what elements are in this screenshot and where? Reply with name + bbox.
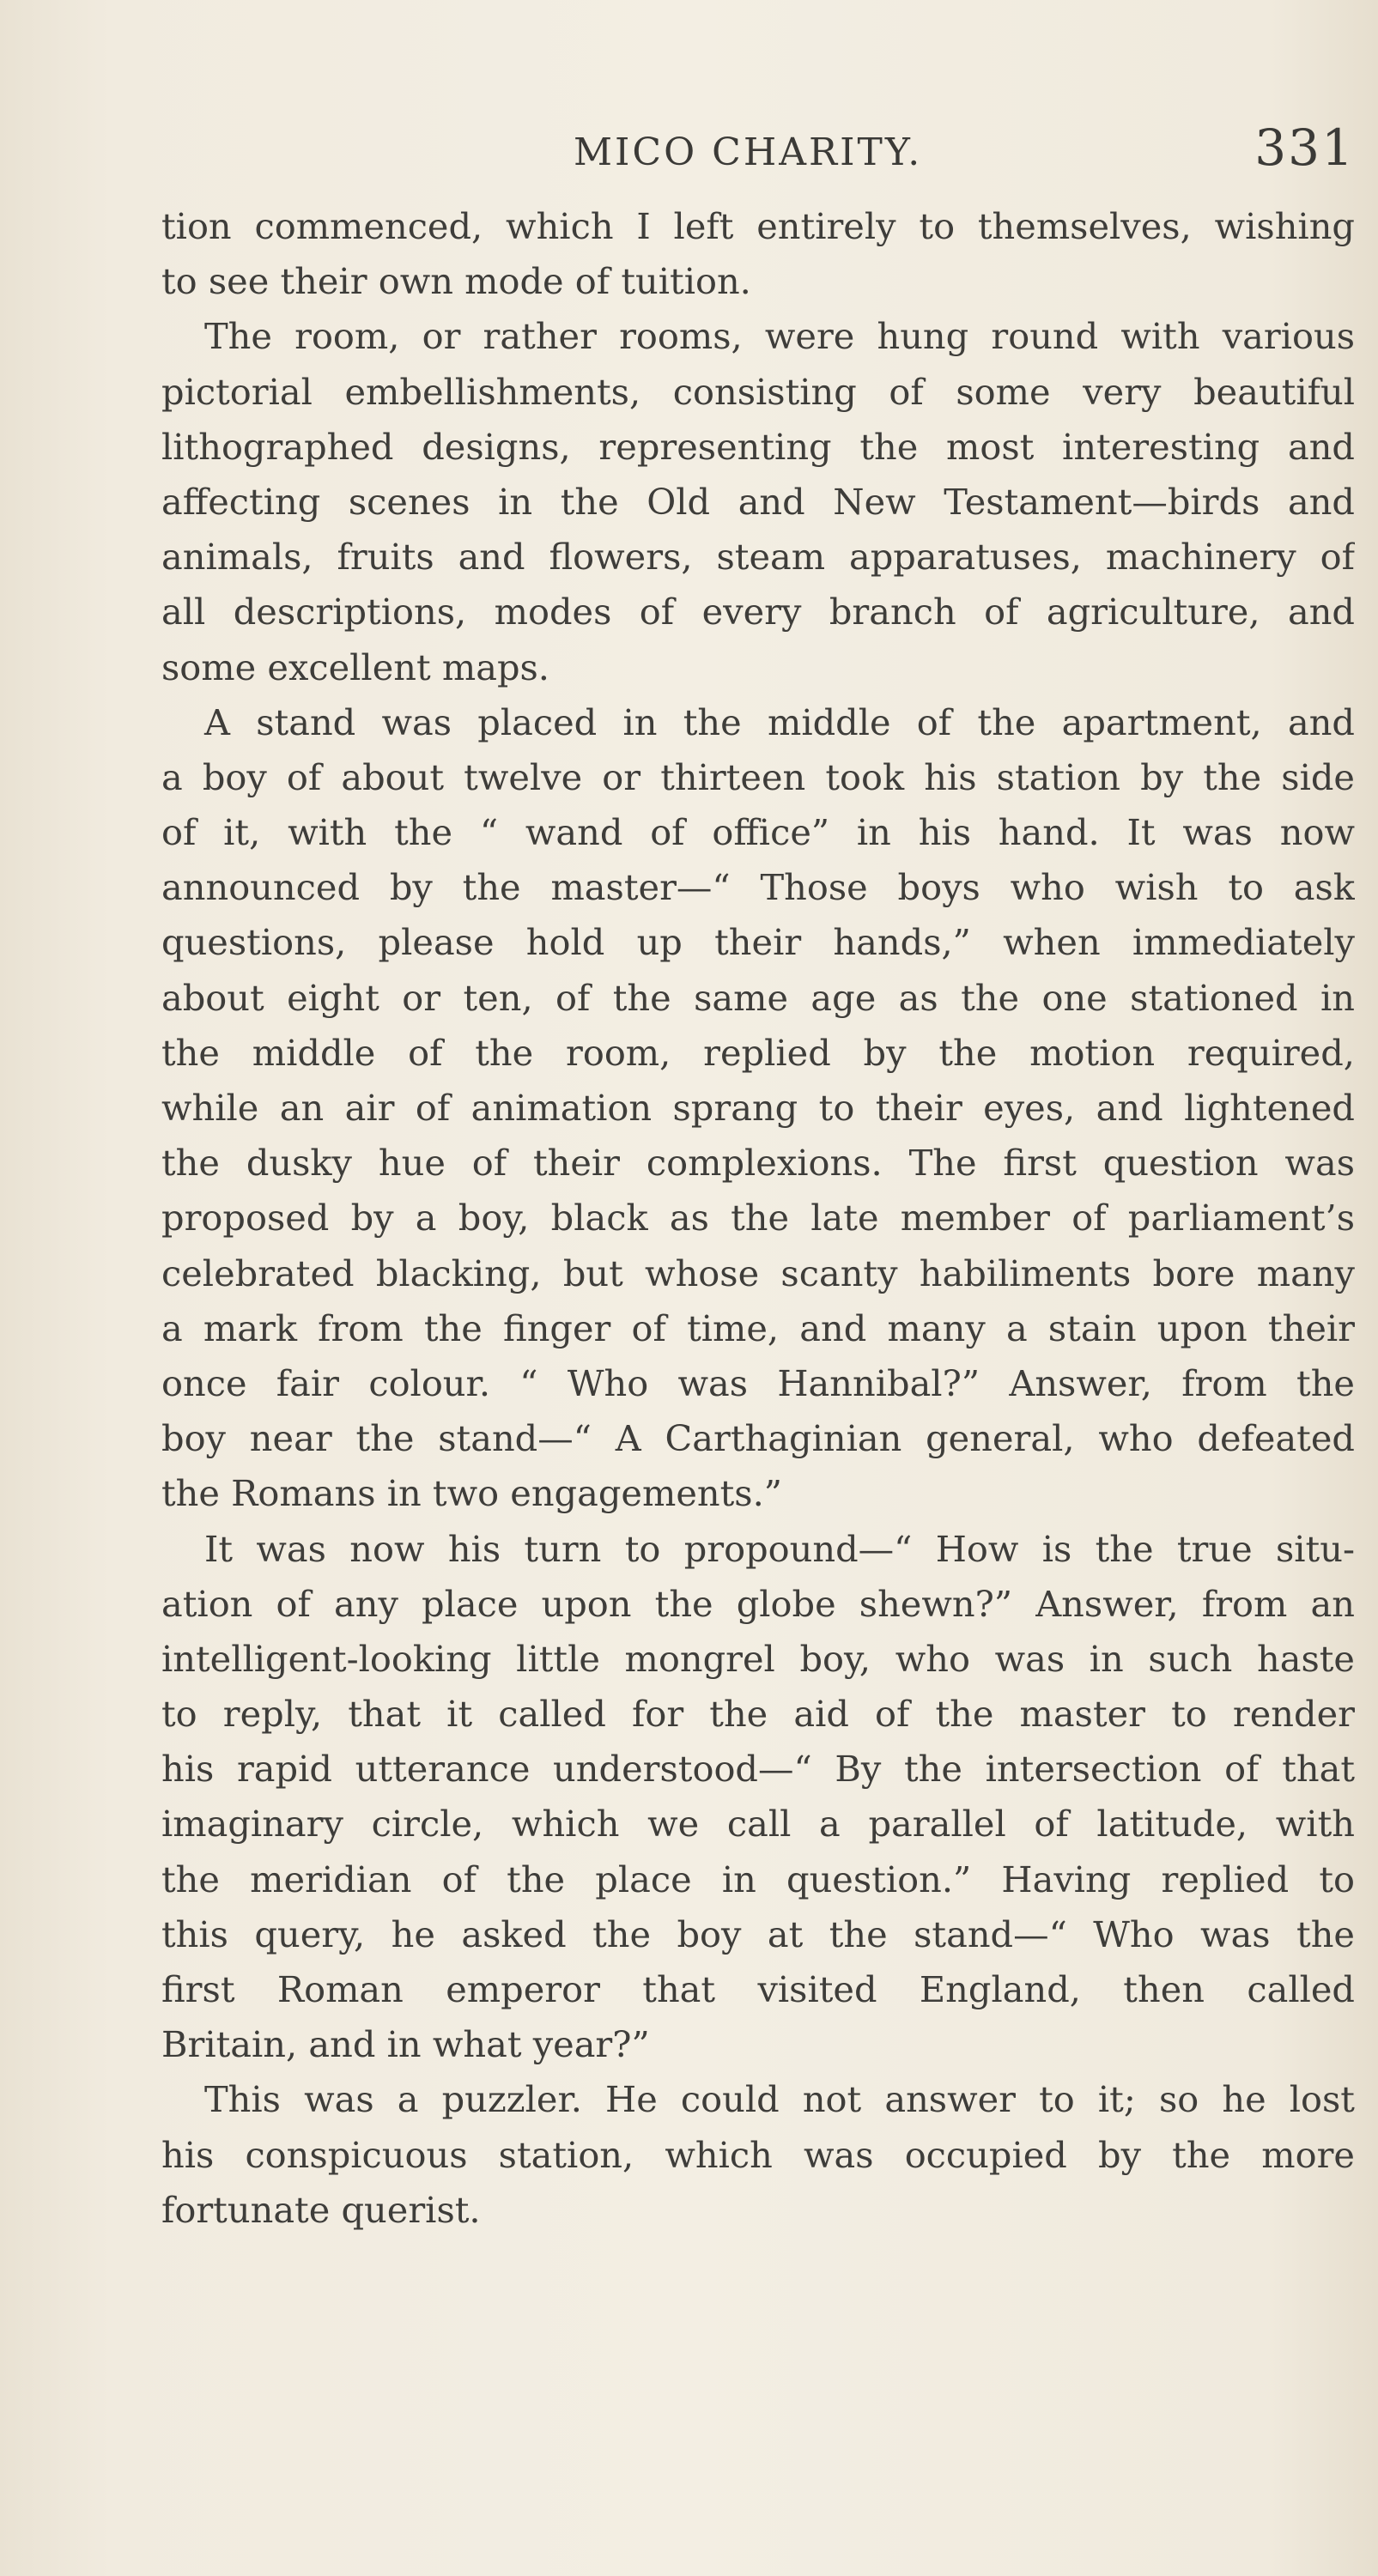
text-line: affecting scenes in the Old and New Testament—birds and: [161, 480, 1355, 523]
text-line: some excellent maps.: [161, 646, 550, 688]
text-line: first Roman emperor that visited England, then called: [161, 1968, 1355, 2010]
text-line: lithographed designs, representing the most interesting and: [161, 425, 1355, 468]
text-line: proposed by a boy, black as the late member of parliament’s: [161, 1197, 1355, 1240]
text-line: this query, he asked the boy at the stand—“ Who was the: [161, 1912, 1355, 1955]
text-line: celebrated blacking, but whose scanty habiliments bore many: [161, 1252, 1355, 1294]
body-text: [161, 199, 1355, 2238]
text-line: animals, fruits and flowers, steam apparatuses, machinery of: [161, 536, 1355, 579]
text-line: a boy of about twelve or thirteen took his station by the side: [161, 755, 1355, 798]
running-head: MICO CHARITY.: [574, 130, 923, 174]
text-line: all descriptions, modes of every branch of agriculture, and: [161, 591, 1355, 633]
text-line: Britain, and in what year?”: [161, 2023, 650, 2066]
text-line: ation of any place upon the globe shewn?” Answer, from an: [161, 1582, 1355, 1625]
text-line: the dusky hue of their complexions. The first question was: [161, 1142, 1355, 1185]
text-line: boy near the stand—“ A Carthaginian general, who defeated: [161, 1417, 1355, 1460]
text-line: A stand was placed in the middle of the apartment, and: [204, 700, 1355, 743]
text-line: fortunate querist.: [161, 2188, 481, 2231]
text-line: the meridian of the place in question.” Having replied to: [161, 1858, 1355, 1900]
page-header: [161, 118, 1355, 179]
text-line: intelligent-looking little mongrel boy, who was in such haste: [161, 1637, 1355, 1680]
text-line: This was a puzzler. He could not answer to it; so he lost: [204, 2078, 1355, 2121]
text-line: his rapid utterance understood—“ By the intersection of that: [161, 1748, 1355, 1791]
text-line: to see their own mode of tuition.: [161, 260, 751, 303]
text-line: tion commenced, which I left entirely to themselves, wishing: [161, 205, 1355, 247]
text-line: to reply, that it called for the aid of the master to render: [161, 1693, 1355, 1736]
text-line: a mark from the finger of time, and many a stain upon their: [161, 1306, 1355, 1349]
text-line: the Romans in two engagements.”: [161, 1472, 783, 1515]
text-line: of it, with the “ wand of office” in his hand. It was now: [161, 811, 1355, 854]
page-number: 331: [1254, 118, 1355, 177]
text-line: questions, please hold up their hands,” when immediately: [161, 921, 1355, 964]
text-line: his conspicuous station, which was occupied by the more: [161, 2133, 1355, 2176]
text-line: once fair colour. “ Who was Hannibal?” Answer, from the: [161, 1361, 1355, 1404]
text-line: It was now his turn to propound—“ How is the true situ-: [204, 1527, 1355, 1570]
text-line: The room, or rather rooms, were hung round with various: [204, 315, 1355, 358]
text-line: announced by the master—“ Those boys who wish to ask: [161, 866, 1355, 909]
text-line: while an air of animation sprang to their eyes, and lightened: [161, 1087, 1355, 1129]
text-line: imaginary circle, which we call a parallel of latitude, with: [161, 1803, 1355, 1846]
text-line: about eight or ten, of the same age as the one stationed in: [161, 976, 1355, 1019]
text-line: the middle of the room, replied by the motion required,: [161, 1031, 1355, 1074]
text-line: pictorial embellishments, consisting of some very beautiful: [161, 370, 1355, 413]
